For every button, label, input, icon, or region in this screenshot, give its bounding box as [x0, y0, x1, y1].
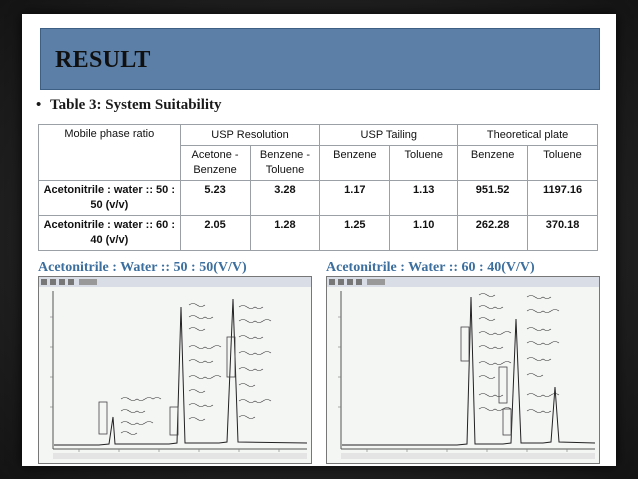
subheader-benzene-toluene: Benzene - Toluene [250, 146, 320, 181]
table-cell: 1.28 [250, 216, 320, 251]
table-row [39, 216, 598, 251]
table-cell: 3.28 [250, 181, 320, 216]
subheader-plate-toluene: Toluene [528, 146, 598, 181]
slide [22, 14, 616, 466]
subheader-acetone-benzene: Acetone - Benzene [180, 146, 250, 181]
subheader-tailing-benzene: Benzene [320, 146, 390, 181]
table-cell: 370.18 [528, 216, 598, 251]
slide-title: RESULT [55, 47, 151, 73]
table-cell: 2.05 [180, 216, 250, 251]
table-cell: 5.23 [180, 181, 250, 216]
chromatogram-caption-left: Acetonitrile : Water :: 50 : 50(V/V) [38, 260, 247, 275]
row-label: Acetonitrile : water :: 50 : 50 (v/v) [39, 181, 181, 216]
table-caption-text: Table 3: System Suitability [50, 97, 222, 113]
system-suitability-table [38, 124, 598, 251]
table-row [39, 181, 598, 216]
subheader-plate-benzene: Benzene [458, 146, 528, 181]
table-cell: 951.52 [458, 181, 528, 216]
header-mobile-phase: Mobile phase ratio [39, 125, 181, 181]
table-header-row [39, 125, 598, 146]
table-cell: 1.10 [390, 216, 458, 251]
table-caption [36, 96, 222, 114]
table-cell: 1197.16 [528, 181, 598, 216]
chromatogram-caption-right: Acetonitrile : Water :: 60 : 40(V/V) [326, 260, 535, 275]
subheader-tailing-toluene: Toluene [390, 146, 458, 181]
table-cell: 1.25 [320, 216, 390, 251]
header-theoretical-plate: Theoretical plate [458, 125, 598, 146]
table-cell: 1.17 [320, 181, 390, 216]
row-label: Acetonitrile : water :: 60 : 40 (v/v) [39, 216, 181, 251]
title-bar [40, 28, 600, 90]
table-cell: 262.28 [458, 216, 528, 251]
chromatogram-image-left [38, 276, 312, 464]
header-usp-resolution: USP Resolution [180, 125, 320, 146]
header-usp-tailing: USP Tailing [320, 125, 458, 146]
bullet-icon: • [36, 96, 42, 113]
table-cell: 1.13 [390, 181, 458, 216]
chromatogram-image-right [326, 276, 600, 464]
